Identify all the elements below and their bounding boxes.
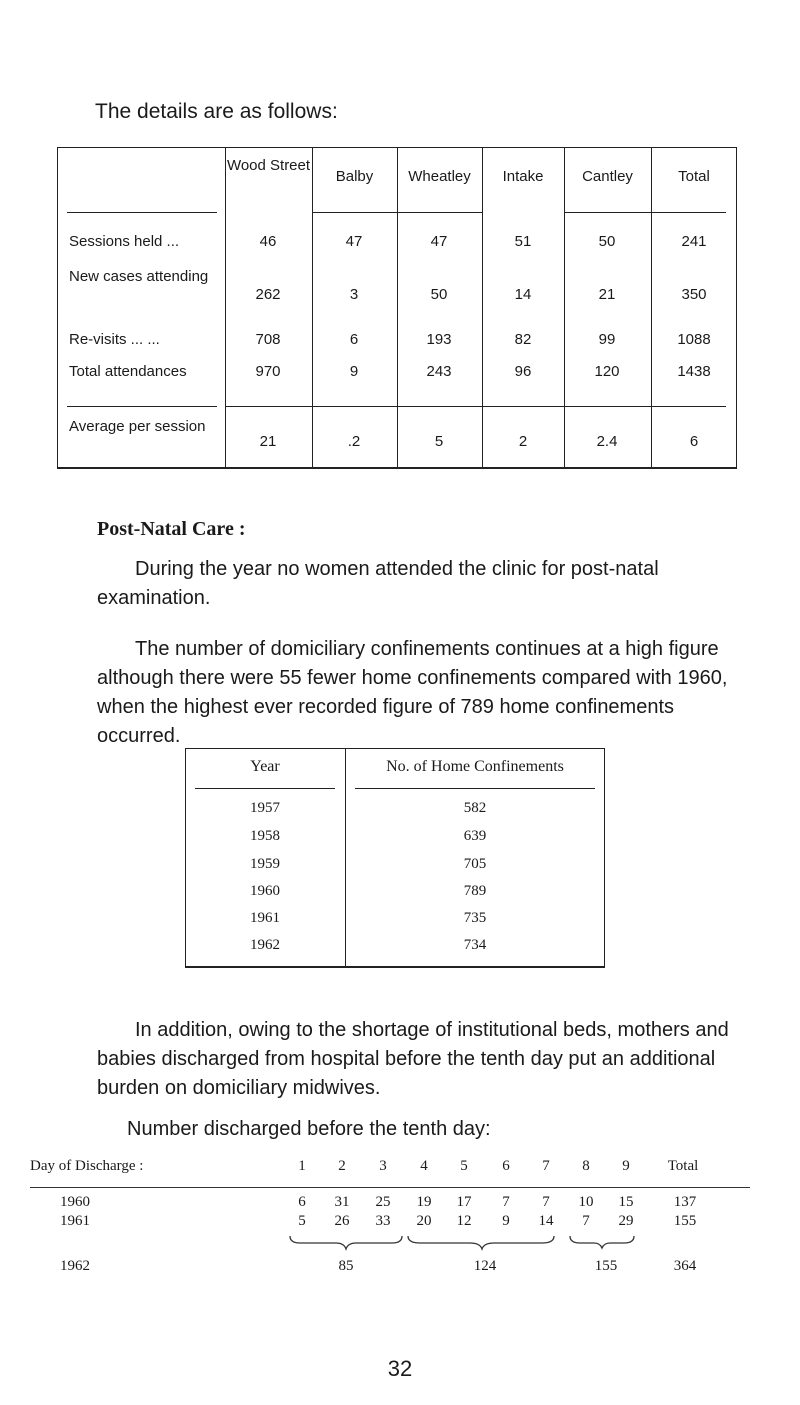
grouping-braces [288, 1234, 720, 1254]
table-cell: 10 [578, 1194, 594, 1210]
col-header-wheatley: Wheatley [408, 168, 471, 185]
table-cell: 17 [456, 1194, 472, 1210]
table-cell: 96 [514, 363, 532, 380]
paragraph-post-natal: During the year no women attended the clinic for post-natal examination. [97, 558, 659, 609]
day-header: 4 [420, 1158, 428, 1174]
table-cell: 1959 [250, 856, 280, 872]
table-cell: 1960 [250, 883, 280, 899]
table-cell: 26 [334, 1213, 350, 1229]
col-header-intake: Intake [502, 168, 544, 185]
table-cell: 14 [538, 1213, 554, 1229]
table-cell: 29 [618, 1213, 634, 1229]
table-cell: 5 [434, 433, 444, 450]
table-cell: 50 [598, 233, 616, 250]
table-cell: 21 [259, 433, 277, 450]
day-header: 3 [379, 1158, 387, 1174]
table-cell: 734 [463, 937, 487, 953]
table-cell: 350 [681, 286, 707, 303]
row-label-sessions: Sessions held ... [69, 233, 180, 250]
day-header: 5 [460, 1158, 468, 1174]
table-cell: 1438 [677, 363, 711, 380]
discharge-title: Number discharged before the tenth day: [127, 1118, 491, 1140]
clinic-attendance-table [57, 147, 737, 469]
row-label-average: Average per session [69, 418, 206, 435]
table-cell-group-4-7: 124 [473, 1258, 497, 1274]
table-cell: 7 [582, 1213, 590, 1229]
table-cell: 82 [514, 331, 532, 348]
table-cell: 1088 [677, 331, 711, 348]
paragraph-confinements: The number of domiciliary confinements continues at a high figure although there were 55 fewer home confinements compared with 1960, when the highest ever recorded figure of 789 home confinements occurred. [97, 638, 728, 747]
post-natal-heading: Post-Natal Care : [97, 518, 246, 540]
table-cell-total: 155 [673, 1213, 697, 1229]
table-cell: 582 [463, 800, 487, 816]
table-cell: 241 [681, 233, 707, 250]
table-cell: 7 [502, 1194, 510, 1210]
table-cell: 20 [416, 1213, 432, 1229]
day-header: 6 [502, 1158, 510, 1174]
table-cell: 47 [345, 233, 363, 250]
page-number: 32 [387, 1356, 413, 1381]
col-header-total: Total [678, 168, 710, 185]
table-cell: 14 [514, 286, 532, 303]
table-cell: 9 [502, 1213, 510, 1229]
year-label: 1962 [60, 1258, 90, 1274]
table-cell: 50 [430, 286, 448, 303]
table-cell: 639 [463, 828, 487, 844]
table-cell: 1962 [250, 937, 280, 953]
table-cell-group-1-3: 85 [338, 1258, 354, 1274]
day-header: 1 [298, 1158, 306, 1174]
table-cell: 243 [426, 363, 452, 380]
table-cell: 5 [298, 1213, 306, 1229]
table-cell: 47 [430, 233, 448, 250]
table-cell: 2.4 [596, 433, 618, 450]
row-label-new-cases: New cases attending [69, 268, 209, 285]
col-header-wood-street: Wood Street [226, 157, 311, 174]
year-label: 1961 [60, 1213, 90, 1229]
discharge-table [30, 1158, 750, 1378]
table-cell: 262 [255, 286, 281, 303]
col-header-home-confinements: No. of Home Confinements [386, 758, 564, 775]
table-cell: 12 [456, 1213, 472, 1229]
table-cell: 99 [598, 331, 616, 348]
table-cell: 1957 [250, 800, 280, 816]
year-label: 1960 [60, 1194, 90, 1210]
table-cell: 51 [514, 233, 532, 250]
day-header: 7 [542, 1158, 550, 1174]
table-cell: 15 [618, 1194, 634, 1210]
table-cell: 33 [375, 1213, 391, 1229]
table-cell: .2 [347, 433, 361, 450]
table-cell-total: 364 [673, 1258, 697, 1274]
table-cell-group-8-9: 155 [594, 1258, 618, 1274]
col-header-balby: Balby [335, 168, 374, 185]
intro-text: The details are as follows: [95, 100, 338, 123]
home-confinements-table [185, 748, 605, 968]
table-cell: 735 [463, 910, 487, 926]
table-cell: 7 [542, 1194, 550, 1210]
table-cell: 2 [518, 433, 528, 450]
table-cell: 6 [349, 331, 359, 348]
discharge-header-label: Day of Discharge : [30, 1158, 144, 1174]
table-cell-total: 137 [673, 1194, 697, 1210]
table-cell: 1961 [250, 910, 280, 926]
table-cell: 970 [255, 363, 281, 380]
table-cell: 193 [426, 331, 452, 348]
row-label-total-attendances: Total attendances [69, 363, 187, 380]
table-cell: 789 [463, 883, 487, 899]
table-cell: 6 [298, 1194, 306, 1210]
table-cell: 708 [255, 331, 281, 348]
col-header-cantley: Cantley [582, 168, 633, 185]
table-cell: 3 [349, 286, 359, 303]
table-cell: 19 [416, 1194, 432, 1210]
table-cell: 1958 [250, 828, 280, 844]
table-cell: 705 [463, 856, 487, 872]
col-header-year: Year [250, 758, 280, 775]
row-label-revisits: Re-visits ... ... [69, 331, 160, 348]
table-cell: 9 [349, 363, 359, 380]
day-header: 2 [338, 1158, 346, 1174]
day-header: 8 [582, 1158, 590, 1174]
table-cell: 120 [594, 363, 620, 380]
table-cell: 25 [375, 1194, 391, 1210]
table-cell: 31 [334, 1194, 350, 1210]
paragraph-discharge: In addition, owing to the shortage of institutional beds, mothers and babies discharged from hospital before the tenth day put an additional burden on domiciliary midwives. [97, 1019, 729, 1099]
table-cell: 6 [689, 433, 699, 450]
day-header: 9 [622, 1158, 630, 1174]
total-header: Total [667, 1158, 699, 1174]
table-cell: 46 [259, 233, 277, 250]
table-cell: 21 [598, 286, 616, 303]
